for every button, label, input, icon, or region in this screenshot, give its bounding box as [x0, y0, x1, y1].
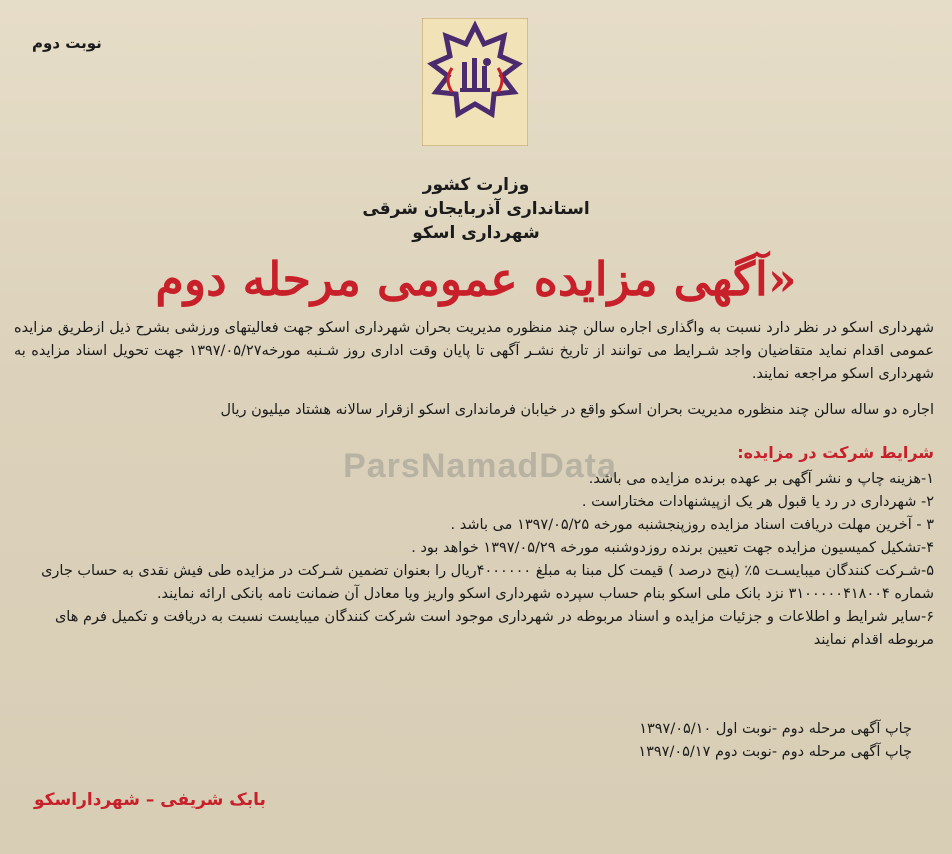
condition-item: ۵-شـرکت کنندگان میبایسـت ۵٪ (پنج درصد ) قیمت کل مبنا به مبلغ ۴۰۰۰۰۰۰ریال را بعنوان تضمین شـرکت در مزایده طی فیش نقدی به حساب جاری شماره ۳۱۰۰۰۰۰۴۱۸۰۰۴ نزد بانک ملی اسکو بنام حساب سپرده شهرداری اسکو واریز ویا معادل آن ضمانت نامه بانکی ارائه نمایند. — [41, 563, 934, 602]
conditions-list — [14, 468, 934, 652]
publication-line: چاپ آگهی مرحله دوم -نوبت دوم ۱۳۹۷/۰۵/۱۷ — [638, 744, 912, 760]
publication-dates — [638, 718, 912, 764]
condition-item: ۳ - آخرین مهلت دریافت اسناد مزایده روزپنجشنبه مورخه ۱۳۹۷/۰۵/۲۵ می باشد . — [450, 517, 934, 533]
signature: بابک شریفی – شهرداراسکو — [34, 790, 266, 810]
condition-item: ۱-هزینه چاپ و نشر آگهی بر عهده برنده مزایده می باشد. — [588, 471, 934, 487]
lease-line: اجاره دو ساله سالن چند منظوره مدیریت بحران اسکو واقع در خیابان فرمانداری اسکو ازقرار سالانه هشتاد میلیون ریال — [220, 402, 934, 418]
province-name: استانداری آذربایجان شرقی — [362, 199, 590, 219]
ministry-name: وزارت کشور — [422, 175, 530, 195]
municipality-name: شهرداری اسکو — [412, 223, 540, 243]
watermark: ParsNamadData — [343, 447, 617, 485]
condition-item: ۲- شهرداری در رد یا قبول هر یک ازپیشنهادات مختاراست . — [581, 494, 934, 510]
round-label: نوبت دوم — [32, 34, 102, 52]
condition-item: ۴-تشکیل کمیسیون مزایده جهت تعیین برنده روزدوشنبه مورخه ۱۳۹۷/۰۵/۲۹ خواهد بود . — [411, 540, 934, 556]
notice-title: «آگهی مزایده عمومی مرحله دوم — [155, 252, 797, 306]
intro-paragraph: شهرداری اسکو در نظر دارد نسبت به واگذاری اجاره سالن چند منظوره مدیریت بحران شهرداری اسکو جهت فعالیتهای ورزشی بشرح ذیل ازطریق مزایده عمومی اقدام نماید متقاضیان واجد شـرایط می توانند از تاریخ نشـر آگهی تا پایان وقت اداری روز شـنبه مورخه۱۳۹۷/۰۵/۲۷ جهت تحویل اسناد مزایده به شهرداری اسکو مراجعه نمایند. — [14, 320, 934, 382]
municipality-emblem-icon — [422, 18, 528, 146]
publication-line: چاپ آگهی مرحله دوم -نوبت اول ۱۳۹۷/۰۵/۱۰ — [639, 721, 912, 737]
conditions-heading: شرایط شرکت در مزایده: — [737, 443, 934, 462]
condition-item: ۶-سایر شرایط و اطلاعات و جزئیات مزایده و اسناد مربوطه در شهرداری موجود است شرکت کنندگان میبایست نسبت به دریافت و تکمیل فرم های مربوطه اقدام نمایند — [54, 609, 934, 648]
